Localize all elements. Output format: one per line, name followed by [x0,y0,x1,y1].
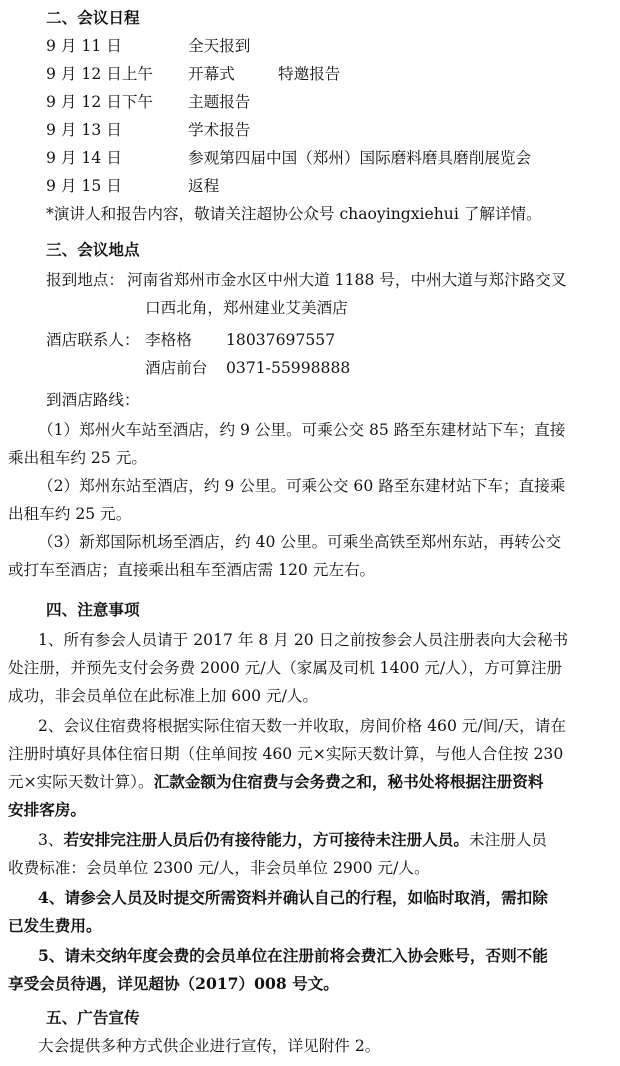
schedule-note: *演讲人和报告内容，敬请关注超协公众号 chaoyingxiehui 了解详情。 [46,205,542,223]
schedule-date: 9 月 13 日 [46,121,122,139]
contact-label: 酒店联系人： [46,331,140,349]
schedule-date: 9 月 14 日 [46,149,122,167]
section-title-venue: 三、会议地点 [46,240,140,259]
notice-paragraph: 2、会议住宿费将根据实际住宿天数一并收取，房间价格 460 元/间/天，请在 [38,717,566,735]
schedule-event: 全天报到 [188,37,251,55]
schedule-event: 学术报告 [188,121,251,139]
route-paragraph: 或打车至酒店；直接乘出租车至酒店需 120 元左右。 [8,561,376,579]
route-paragraph: （1）郑州火车站至酒店，约 9 公里。可乘公交 85 路至东建材站下车；直接 [38,421,566,439]
notice-paragraph: 注册时填好具体住宿日期（住单间按 460 元×实际天数计算，与他人合住按 230 [8,745,564,763]
notice-paragraph [8,772,543,792]
schedule-event: 返程 [188,177,220,195]
notice-paragraph: 1、所有参会人员请于 2017 年 8 月 20 日之前按参会人员注册表向大会秘书 [38,631,569,649]
schedule-event: 主题报告 [188,93,251,111]
schedule-date: 9 月 15 日 [46,177,122,195]
notice-bold-text: 5、请未交纳年度会费的会员单位在注册前将会费汇入协会账号，否则不能 [38,946,548,965]
address-label: 报到地点： [46,271,124,289]
frontdesk-label: 酒店前台 [145,359,208,377]
notice-bold-text: 享受会员待遇，详见超协（2017）008 号文。 [8,974,339,993]
schedule-event: 开幕式 [188,65,235,83]
section-title-notices: 四、注意事项 [46,600,140,619]
schedule-date: 9 月 11 日 [46,37,122,55]
notice-paragraph: 成功，非会员单位在此标准上加 600 元/人。 [8,687,319,705]
notice-paragraph [38,830,547,850]
notice-text: 3、 [38,831,64,849]
contact-phone: 18037697557 [226,331,336,349]
notice-paragraph: 收费标准：会员单位 2300 元/人，非会员单位 2900 元/人。 [8,859,430,877]
address-line: 河南省郑州市金水区中州大道 1188 号，中州大道与郑汴路交叉 [127,271,567,289]
notice-paragraph: 处注册，并预先支付会务费 2000 元/人（家属及司机 1400 元/人），方可算注册 [8,659,563,677]
schedule-event-secondary: 特邀报告 [278,65,341,83]
contact-name: 李格格 [145,331,192,349]
schedule-event: 参观第四届中国（郑州）国际磨料磨具磨削展览会 [188,149,532,167]
route-paragraph: 乘出租车约 25 元。 [8,449,147,467]
route-title: 到酒店路线： [46,391,140,409]
section-title-advertising: 五、广告宣传 [46,1008,140,1027]
notice-text: 元×实际天数计算）。 [8,773,154,791]
schedule-date: 9 月 12 日上午 [46,65,154,83]
route-paragraph: （3）新郑国际机场至酒店，约 40 公里。可乘坐高铁至郑州东站，再转公交 [38,533,562,551]
address-line: 口西北角，郑州建业艾美酒店 [145,299,348,317]
notice-text: 未注册人员 [468,831,547,849]
notice-bold-text: 安排客房。 [8,800,86,819]
route-paragraph: （2）郑州东站至酒店，约 9 公里。可乘公交 60 路至东建材站下车；直接乘 [38,477,566,495]
route-paragraph: 出租车约 25 元。 [8,505,132,523]
notice-bold-text: 若安排完注册人员后仍有接待能力，方可接待未注册人员。 [63,830,469,849]
frontdesk-phone: 0371-55998888 [226,359,351,377]
notice-bold-text: 已发生费用。 [8,916,102,935]
notice-bold-text: 4、请参会人员及时提交所需资料并确认自己的行程，如临时取消，需扣除 [38,888,548,907]
notice-bold-text: 汇款金额为住宿费与会务费之和，秘书处将根据注册资料 [153,772,544,791]
section-title-schedule: 二、会议日程 [46,8,140,27]
advertising-text: 大会提供多种方式供企业进行宣传，详见附件 2。 [38,1037,381,1055]
schedule-date: 9 月 12 日下午 [46,93,154,111]
